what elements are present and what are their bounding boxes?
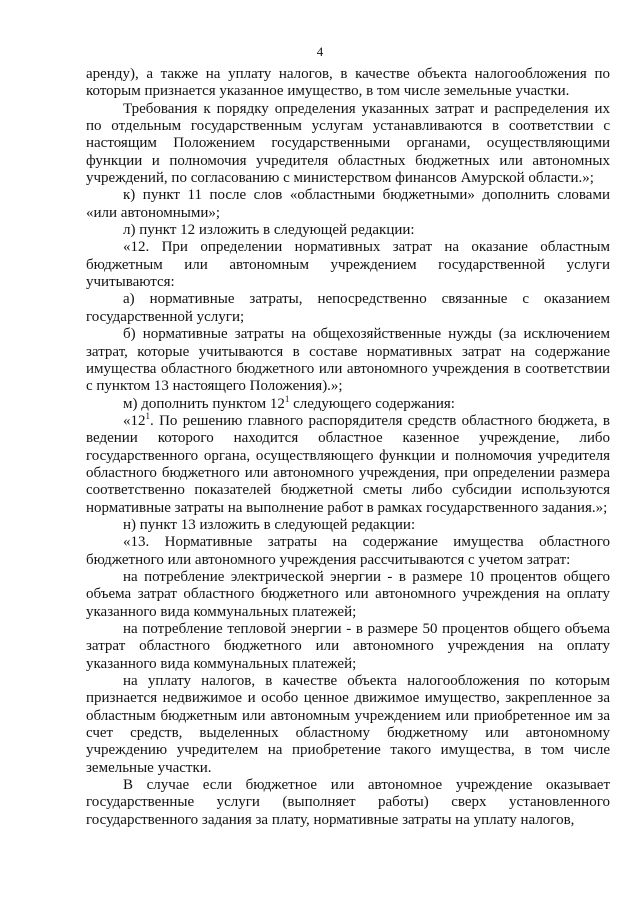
paragraph-clause-12: «12. При определении нормативных затрат на оказание областным бюджетным или автономным учреждением государственной услуги учитываются: — [86, 239, 610, 291]
paragraph-item-m-pre: м) дополнить пунктом 12 — [123, 395, 285, 412]
paragraph-electric-energy: на потребление электрической энергии - в размере 10 процентов общего объема затрат областного бюджетного или автономного учреждения на оплату указанного вида коммунальных платежей; — [86, 568, 610, 620]
superscript: 1 — [284, 393, 290, 404]
paragraph-clause-12-1 — [86, 410, 610, 517]
paragraph-subitem-b: б) нормативные затраты на общехозяйственные нужды (за исключением затрат, которые учитываются в составе нормативных затрат на содержание имущества областного бюджетного или автономного учреждения в соответствии с пунктом 13 настоящего Положения).»; — [86, 326, 610, 395]
paragraph-clause-13: «13. Нормативные затраты на содержание имущества областного бюджетного или автономного учреждения рассчитываются с учетом затрат: — [86, 534, 610, 568]
paragraph-continuation: аренду), а также на уплату налогов, в качестве объекта налогообложения по которым признается указанное имущество, в том числе земельные участки. — [86, 66, 610, 100]
paragraph-clause-12-1-pre: «12 — [123, 412, 146, 429]
paragraph-clause-12-1-post: . По решению главного распорядителя средств областного бюджета, в ведении которого находится областное казенное учреждение, либо государственного органа, осуществляющего функции и полномочия учредителя областного бюджетного или автономного учреждения, при определении размера соответственно показателей бюджетной сметы либо субсидии используются нормативные затраты на выполнение работ в рамках государственного задания.»; — [86, 412, 610, 516]
paragraph-item-k: к) пункт 11 после слов «областными бюджетными» дополнить словами «или автономными»; — [86, 187, 610, 221]
paragraph-taxes: на уплату налогов, в качестве объекта налогообложения по которым признается недвижимое и особо ценное движимое имущество, закрепленное за областным бюджетным или автономным учреждением или приобретенное им за счет средств, выделенных областному бюджетному или автономному учреждению учредителем на приобретение такого имущества, в том числе земельные участки. — [86, 673, 610, 776]
paragraph-subitem-a: а) нормативные затраты, непосредственно связанные с оказанием государственной услуги; — [86, 291, 610, 325]
paragraph-requirements: Требования к порядку определения указанных затрат и распределения их по отдельным государственным услугам устанавливаются в соответствии с настоящим Положением государственными органами, осуществляющими функции и полномочия учредителя областных бюджетных или автономных учреждений, по согласованию с министерством финансов Амурской области.»; — [86, 100, 610, 187]
paragraph-item-n: н) пункт 13 изложить в следующей редакции: — [123, 516, 416, 533]
paragraph-item-l: л) пункт 12 изложить в следующей редакции: — [123, 222, 415, 239]
paragraph-item-m-post: следующего содержания: — [289, 395, 455, 412]
paragraph-heat-energy: на потребление тепловой энергии - в размере 50 процентов общего объема затрат областного бюджетного или автономного учреждения на оплату указанного вида коммунальных платежей; — [86, 621, 610, 672]
paragraph-item-m — [86, 393, 610, 413]
document-body — [86, 66, 610, 829]
superscript: 1 — [145, 410, 150, 421]
paragraph-paid-services: В случае если бюджетное или автономное учреждение оказывает государственные услуги (выполняет работы) сверх установленного государственного задания за плату, нормативные затраты на уплату налогов, — [86, 777, 610, 828]
page-number: 4 — [316, 44, 324, 59]
